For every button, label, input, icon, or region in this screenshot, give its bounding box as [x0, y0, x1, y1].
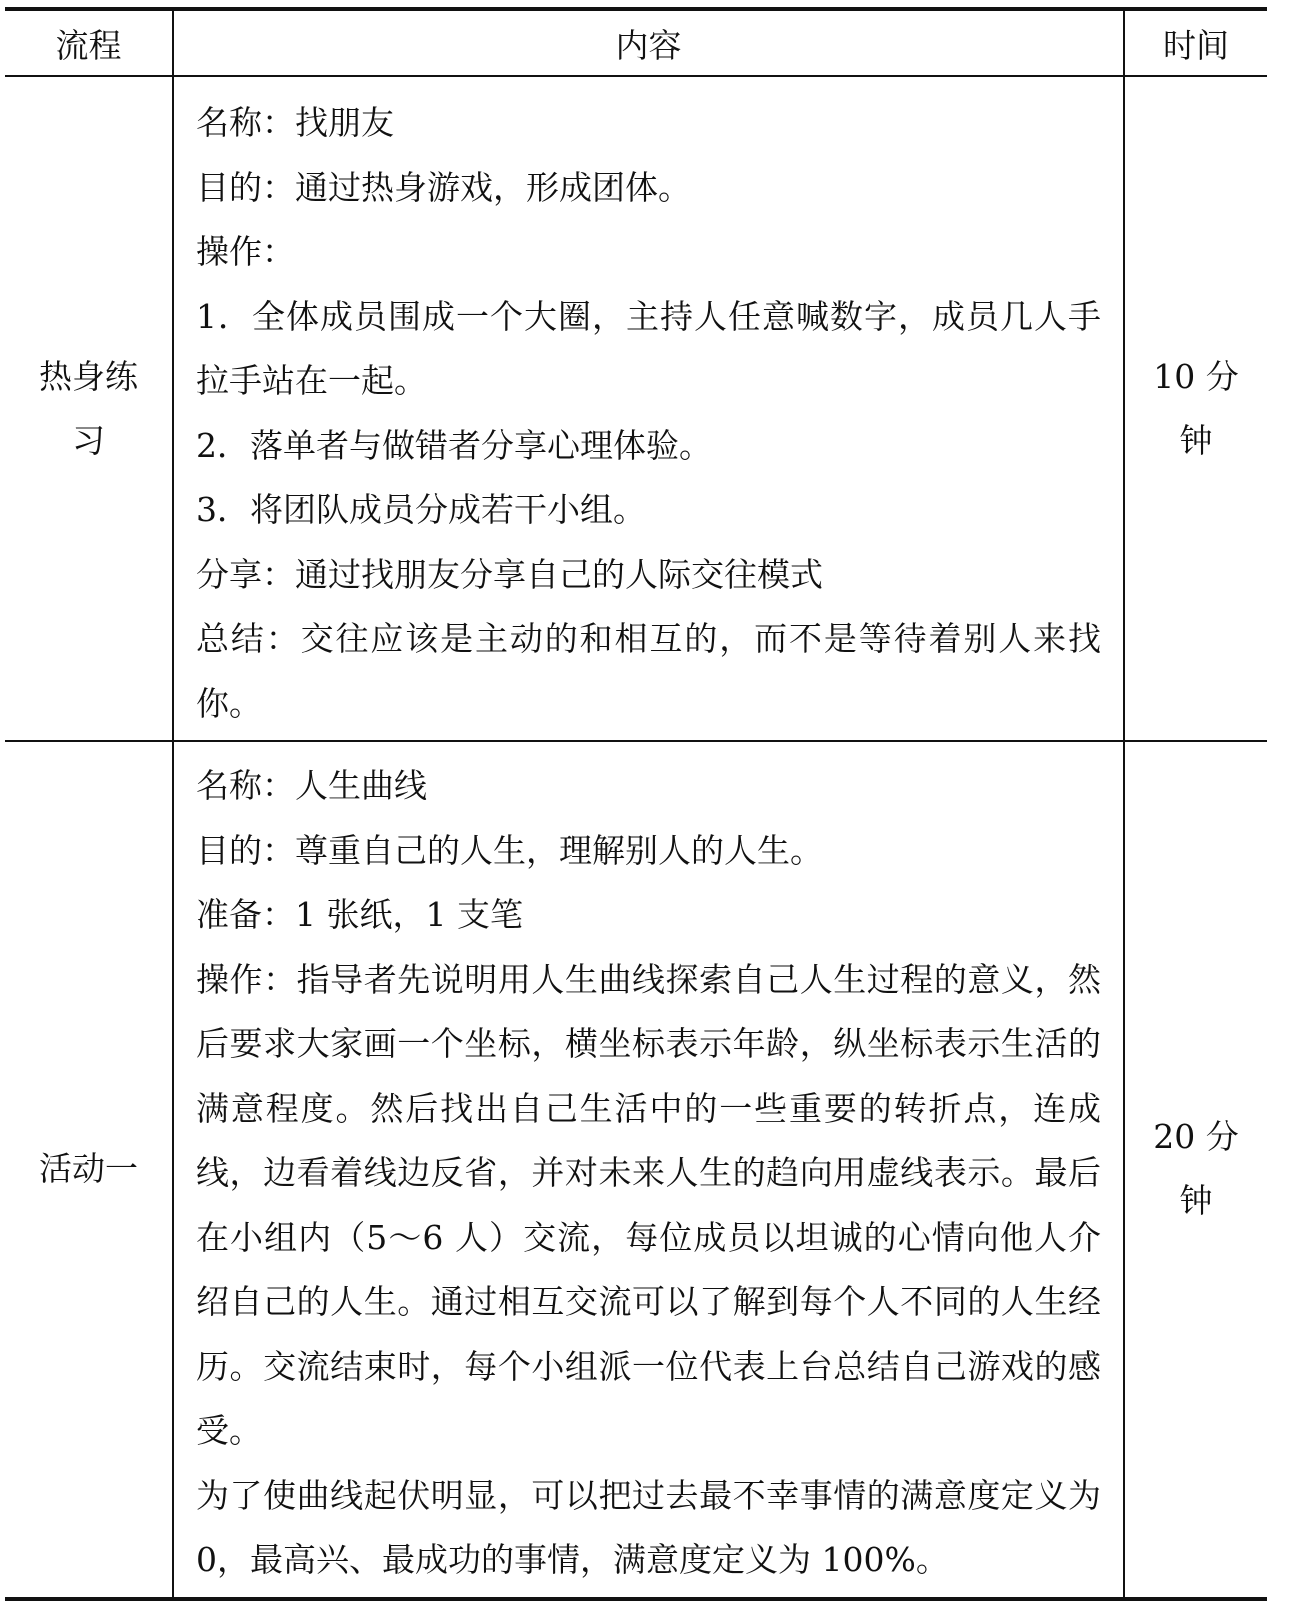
- content-line: 操作：: [196, 232, 295, 271]
- flow-cell: [5, 741, 173, 1599]
- content-line: 目的：通过热身游戏，形成团体。: [196, 167, 691, 207]
- activity-table: [5, 7, 1267, 1601]
- content-line: 操作：指导者先说明用人生曲线探索自己人生过程的意义，然后要求大家画一个坐标，横坐标表示年龄，纵坐标表示生活的满意程度。然后找出自己生活中的一些重要的转折点，连成线，边看着线边反省，并对未来人生的趋向用虚线表示。最后在小组内（5～6 人）交流，每位成员以坦诚的心情向他人介绍自己的人生。通过相互交流可以了解到每个人不同的人生经历。交流结束时，每个小组派一位代表上台总结自己游戏的感受。: [196, 959, 1101, 1450]
- content-line: 3．将团队成员分成若干小组。: [196, 490, 646, 529]
- flow-label: 活动一: [39, 1149, 138, 1189]
- header-time: 时间: [1124, 9, 1267, 76]
- time-label: 20 分: [1153, 1117, 1239, 1157]
- flow-cell: [5, 76, 173, 741]
- header-flow: 流程: [5, 9, 173, 76]
- time-label: 钟: [1179, 1181, 1213, 1221]
- flow-label: 习: [72, 420, 105, 460]
- time-cell: [1124, 741, 1267, 1599]
- content-line: 分享：通过找朋友分享自己的人际交往模式: [196, 554, 823, 594]
- content-line: 准备：1 张纸，1 支笔: [196, 895, 523, 934]
- time-label: 10 分: [1153, 356, 1239, 396]
- table-row: [5, 76, 1267, 741]
- time-label: 钟: [1179, 420, 1213, 460]
- content-line: 1．全体成员围成一个大圈，主持人任意喊数字，成员几人手拉手站在一起。: [196, 296, 1101, 400]
- flow-label: 热身练: [39, 356, 138, 396]
- time-cell: [1124, 76, 1267, 741]
- content-cell: [173, 76, 1124, 741]
- content-line: 为了使曲线起伏明显，可以把过去最不幸事情的满意度定义为 0，最高兴、最成功的事情，满意度定义为 100%。: [196, 1475, 1101, 1579]
- content-line: 名称：人生曲线: [196, 766, 427, 805]
- table-row: [5, 741, 1267, 1599]
- content-line: 目的：尊重自己的人生，理解别人的人生。: [196, 830, 823, 870]
- header-row: [5, 9, 1267, 76]
- content-line: 名称：找朋友: [196, 103, 394, 142]
- content-line: 总结：交往应该是主动的和相互的，而不是等待着别人来找你。: [196, 619, 1101, 723]
- header-content: 内容: [173, 9, 1124, 76]
- content-line: 2．落单者与做错者分享心理体验。: [196, 425, 712, 465]
- content-cell: [173, 741, 1124, 1599]
